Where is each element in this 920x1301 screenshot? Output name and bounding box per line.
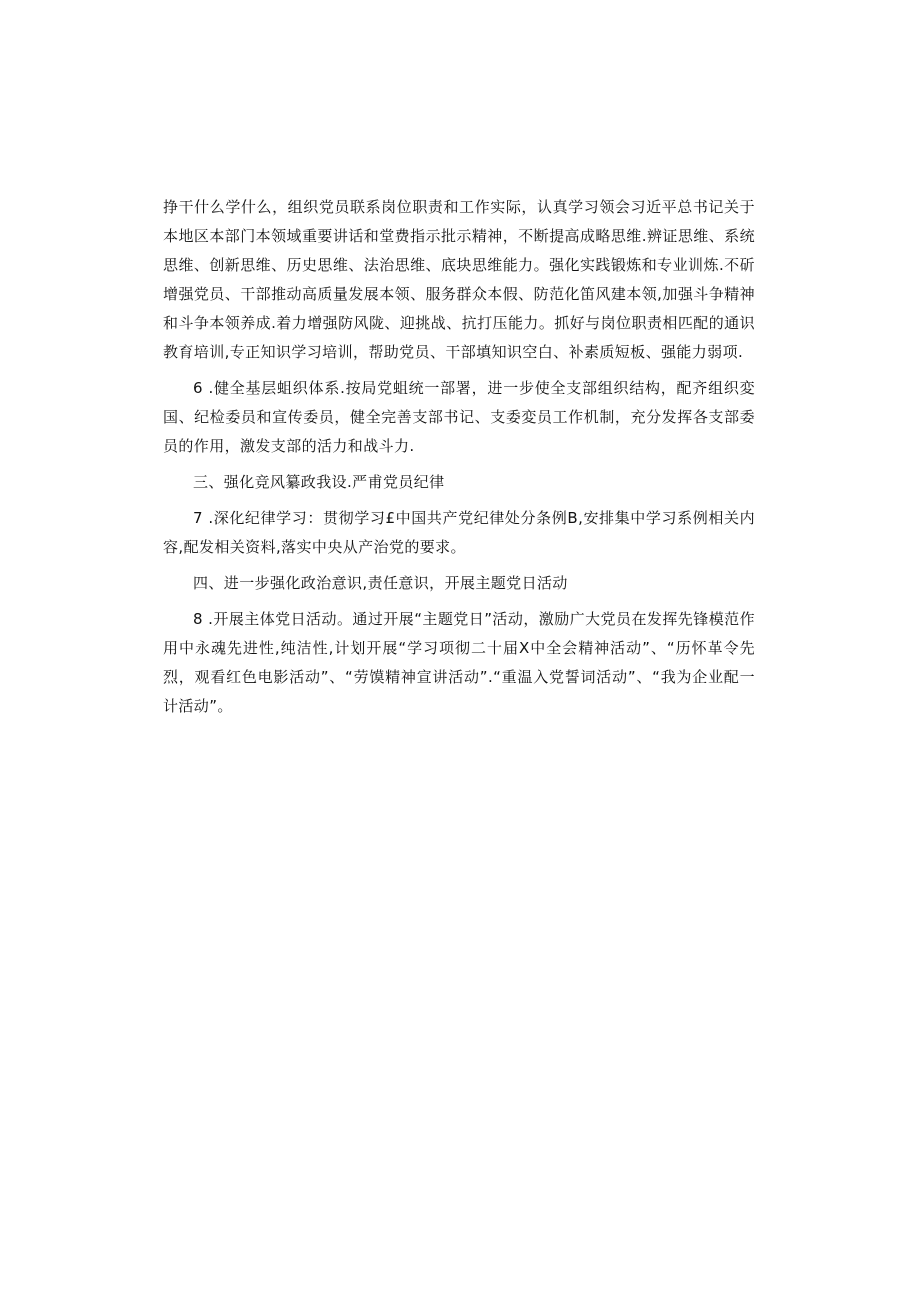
paragraph-item-8: 8 .开展主体党日活动。通过开展“主题党日”活动，激励广大党员在发挥先锋模范作用中永魂先进性,纯洁性,计划开展“学习项彻二十届X中全会精神活动”、“历怀革令先烈，观看红色电影活动”、“劳馍精神宣讲活动”.“重温入党誓词活动”、“我为企业配一计活动”。: [163, 610, 755, 715]
paragraph-item-6: 6 .健全基层蛆织体系.按局党蛆统一部署，进一步使全支部组织结构，配齐组织変国、纪检委员和宣传委员，健全完善支部书记、支委変员工作机制，充分发挥各支部委员的作用，激发支部的活力和战斗力.: [163, 379, 755, 455]
section-heading-3: 三、强化竞风纂政我设.严甫党员纪律: [193, 473, 445, 491]
paragraph-study-training: 挣干什么学什么，组织党员联系岗位职责和工作实际，认真学习领会习近平总书记关于本地区本部门本领域重要讲话和堂费指示批示精神，不断提高成略思维.辨证思维、系统思维、创新思维、历史思维、法治思维、底块思维能力。强化实践锻炼和专业训炼.不斫增强党员、干部推动高质量发展本领、服务群众本假、防范化笛风建本领,加强斗争精神和斗争本领养成.着力增强防风陇、迎挑战、抗打压能力。抓好与岗位职责相匹配的通识教育培训,专正知识学习培训，帮助党员、干部填知识空白、补素质短板、强能力弱项.: [163, 198, 755, 361]
paragraph-item-7: 7 .深化纪律学习：贯彻学习£中国共产党纪律处分条例B,安排集中学习系例相关内容,配发相关资料,落实中央从产治党的要求。: [163, 509, 755, 556]
document-body: [163, 193, 755, 728]
section-heading-4: 四、进一步强化政治意识,责任意识，开展主题党日活动: [193, 574, 568, 592]
